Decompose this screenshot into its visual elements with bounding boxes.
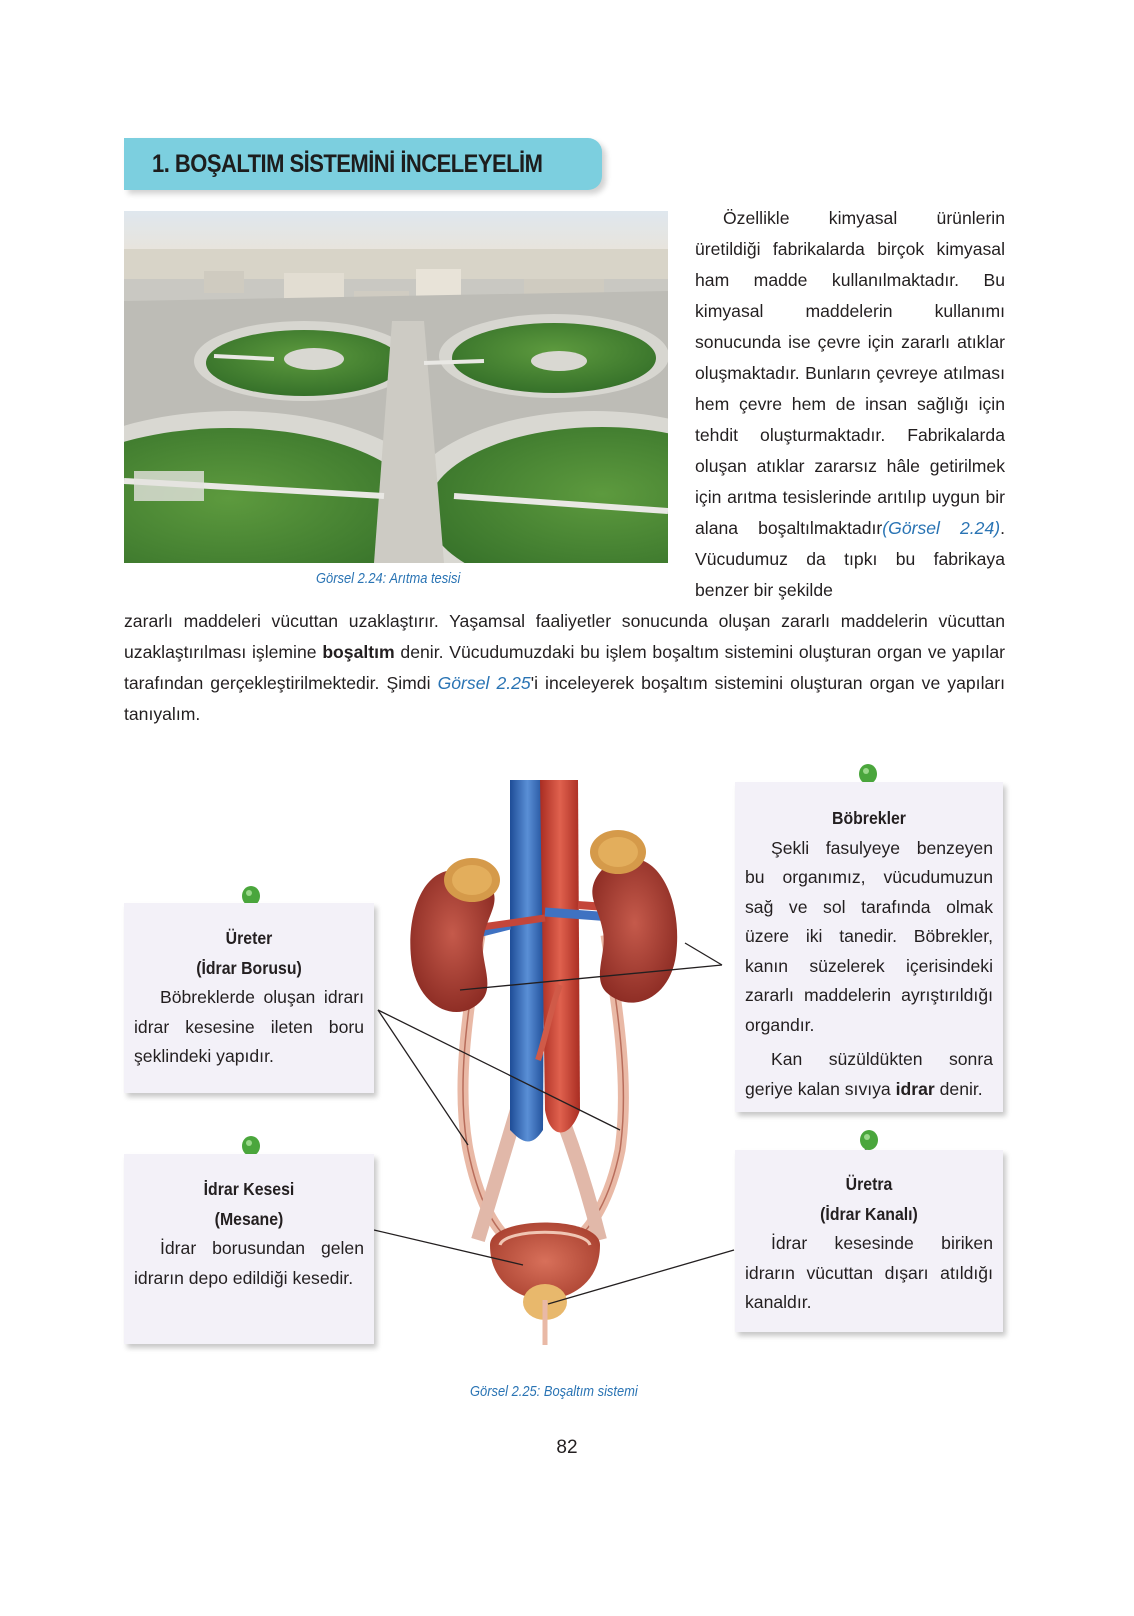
- figure-reference-2-25[interactable]: Görsel 2.25: [437, 673, 531, 693]
- intro-paragraph-side: [695, 203, 1005, 606]
- figure-caption-2-24: Görsel 2.24: Arıtma tesisi: [316, 570, 461, 587]
- card-kidneys-title: Böbrekler: [832, 808, 906, 828]
- figure-reference-2-24[interactable]: (Görsel 2.24): [882, 518, 1001, 538]
- card-urethra: [735, 1150, 1003, 1332]
- card-urethra-title: Üretra: [845, 1174, 893, 1194]
- intro-text-b: denir. Vücudumuzdaki bu işlem boşaltım sistemini oluşturan organ ve yapılar tarafından gerçekleştirilmektedir. Şimdi: [124, 642, 1005, 693]
- page-number: 82: [556, 1437, 578, 1458]
- card-bladder-subtitle: (Mesane): [214, 1208, 284, 1229]
- vena-cava: [510, 780, 545, 1142]
- aorta: [540, 780, 580, 1133]
- card-kidneys-text: Şekli fasulyeye benzeyen bu organımız, vücudumuzun sağ ve sol tarafında olmak üzere iki tanedir. Böbrekler, kanın süzelerek içerisindeki zararlı maddelerin ayrıştırıldığı organdır.: [745, 837, 993, 1035]
- card-urethra-subtitle: (İdrar Kanalı): [820, 1203, 918, 1224]
- intro-text-a: zararlı maddeleri vücuttan uzaklaştırır. Yaşamsal faaliyetler sonucunda oluşan zararlı maddelerin vücuttan uzaklaştırılması işlemine: [124, 611, 1005, 662]
- intro-text: Özellikle kimyasal ürünlerin üretildiği fabrikalarda birçok kimyasal ham madde kullanılmaktadır. Bu kimyasal maddelerin kullanımı sonucunda ise çevre için zararlı atıklar oluşmaktadır. Bunların çevreye atılması hem çevre hem de insan sağlığı için tehdit oluşturmaktadır. Fabrikalarda oluşan atıklar zararsız hâle getirilmek için arıtma tesislerinde arıtılıp uygun bir alana boşaltılmaktadır: [695, 208, 1005, 538]
- card-kidneys-text-2: Kan süzüldükten sonra geriye kalan sıvıya idrar denir.: [745, 1049, 993, 1099]
- card-bladder: [124, 1154, 374, 1344]
- figure-caption-2-25: Görsel 2.25: Boşaltım sistemi: [470, 1383, 638, 1400]
- card-ureter-title: Üreter: [225, 928, 273, 948]
- treatment-plant-illustration: [124, 211, 668, 563]
- intro-paragraph-full: [124, 606, 1005, 730]
- card-bladder-title: İdrar Kesesi: [203, 1179, 295, 1199]
- card-urethra-text: İdrar kesesinde biriken idrarın vücuttan dışarı atıldığı kanaldır.: [745, 1233, 993, 1312]
- card-ureter-text: Böbreklerde oluşan idrarı idrar kesesine ileten boru şeklindeki yapıdır.: [134, 987, 364, 1066]
- card-kidneys: [735, 782, 1003, 1112]
- intro-text-end: . Vücudumuz da tıpkı bu fabrikaya benzer bir şekilde: [695, 518, 1005, 600]
- card-ureter: [124, 903, 374, 1093]
- term-bosaltim: boşaltım: [322, 642, 395, 662]
- section-banner: [124, 138, 602, 190]
- intro-text-c: 'i inceleyerek boşaltım sistemini oluşturan organ ve yapıları tanıyalım.: [124, 673, 1006, 724]
- kidney-right: [592, 858, 677, 1003]
- card-bladder-text: İdrar borusundan gelen idrarın depo edildiği kesedir.: [134, 1238, 364, 1288]
- treatment-plant-photo: [124, 211, 668, 563]
- section-title: 1. BOŞALTIM SİSTEMİNİ İNCELEYELİM: [152, 150, 543, 178]
- card-ureter-subtitle: (İdrar Borusu): [196, 957, 302, 978]
- term-idrar: idrar: [895, 1078, 935, 1099]
